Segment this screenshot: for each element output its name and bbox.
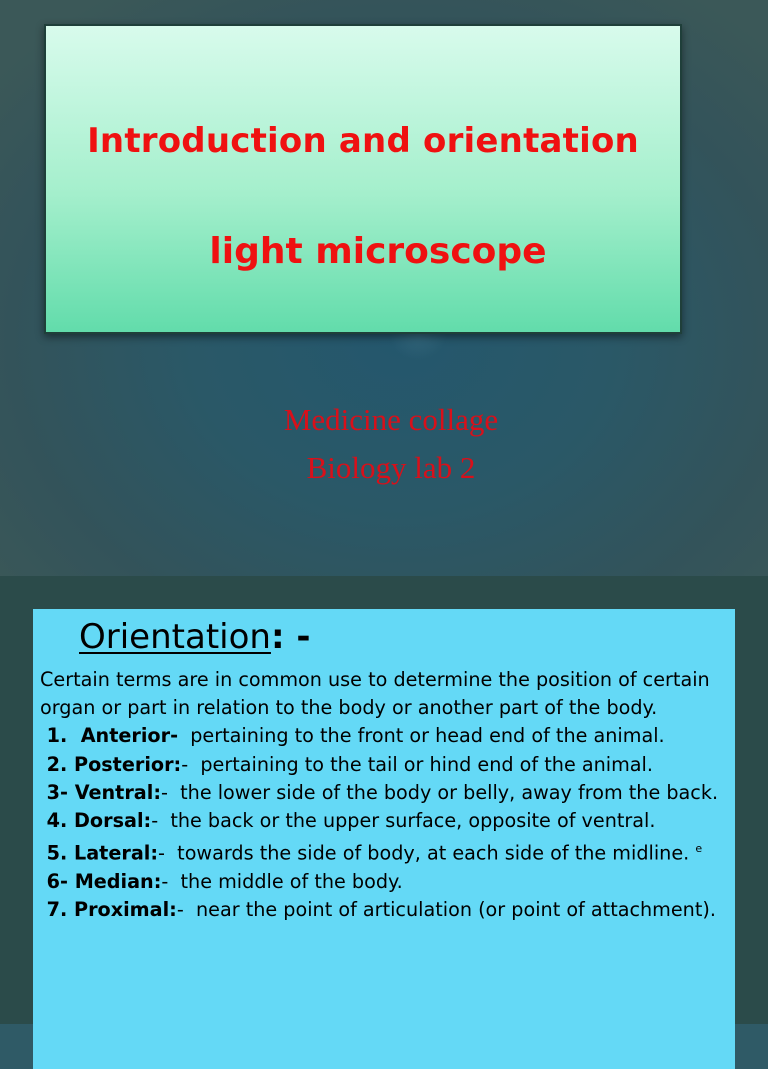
list-item <box>40 896 730 924</box>
item-separator: - <box>176 898 184 922</box>
list-item <box>40 835 730 868</box>
item-text: the middle of the body. <box>168 869 403 893</box>
slide-title-line1: Introduction and orientation <box>87 121 639 161</box>
item-term: Median: <box>74 869 162 893</box>
item-text: near the point of articulation (or point of attachment). <box>183 898 716 922</box>
item-text: the back or the upper surface, opposite of ventral. <box>158 809 656 833</box>
subtitle-line2: Biology lab 2 <box>306 450 476 485</box>
item-text: the lower side of the body or belly, away from the back. <box>167 780 719 804</box>
item-text: pertaining to the tail or hind end of the animal. <box>188 752 653 776</box>
list-item <box>40 722 730 750</box>
item-number: 6- <box>40 869 75 893</box>
item-separator: - <box>151 809 159 833</box>
stray-superscript-mark: e <box>695 842 703 856</box>
intro-paragraph: Certain terms are in common use to determine the position of certain organ or part in relation to the body or another part of the body. <box>40 668 710 720</box>
item-term: Ventral: <box>74 780 161 804</box>
heading-suffix: : - <box>270 617 311 657</box>
item-separator: - <box>170 724 179 748</box>
item-number: 1. <box>40 724 81 748</box>
item-number: 4. <box>40 809 74 833</box>
slide-title-line2: light microscope <box>209 231 547 272</box>
item-number: 3- <box>40 780 75 804</box>
item-separator: - <box>161 780 168 804</box>
item-number: 5. <box>40 841 74 865</box>
list-item <box>40 779 730 807</box>
orientation-slide <box>0 576 768 1024</box>
title-box <box>44 24 682 334</box>
body-text <box>40 666 730 924</box>
list-item <box>40 751 730 779</box>
item-term: Posterior: <box>74 752 182 776</box>
item-term: Proximal: <box>74 898 177 922</box>
content-box <box>33 609 735 1069</box>
heading-word: Orientation <box>79 617 271 657</box>
item-text: pertaining to the front or head end of the animal. <box>178 724 665 748</box>
item-term: Lateral: <box>74 841 159 865</box>
item-term: Dorsal: <box>74 809 152 833</box>
list-item <box>40 807 730 835</box>
item-number: 2. <box>40 752 74 776</box>
item-text: towards the side of body, at each side of the midline. <box>164 841 690 865</box>
list-item <box>40 868 730 896</box>
item-separator: - <box>161 869 169 893</box>
item-number: 7. <box>40 898 74 922</box>
item-separator: - <box>158 841 165 865</box>
subtitle-line1: Medicine collage <box>283 402 499 437</box>
item-separator: - <box>181 752 189 776</box>
section-heading <box>79 617 311 657</box>
item-term: Anterior <box>80 724 171 748</box>
